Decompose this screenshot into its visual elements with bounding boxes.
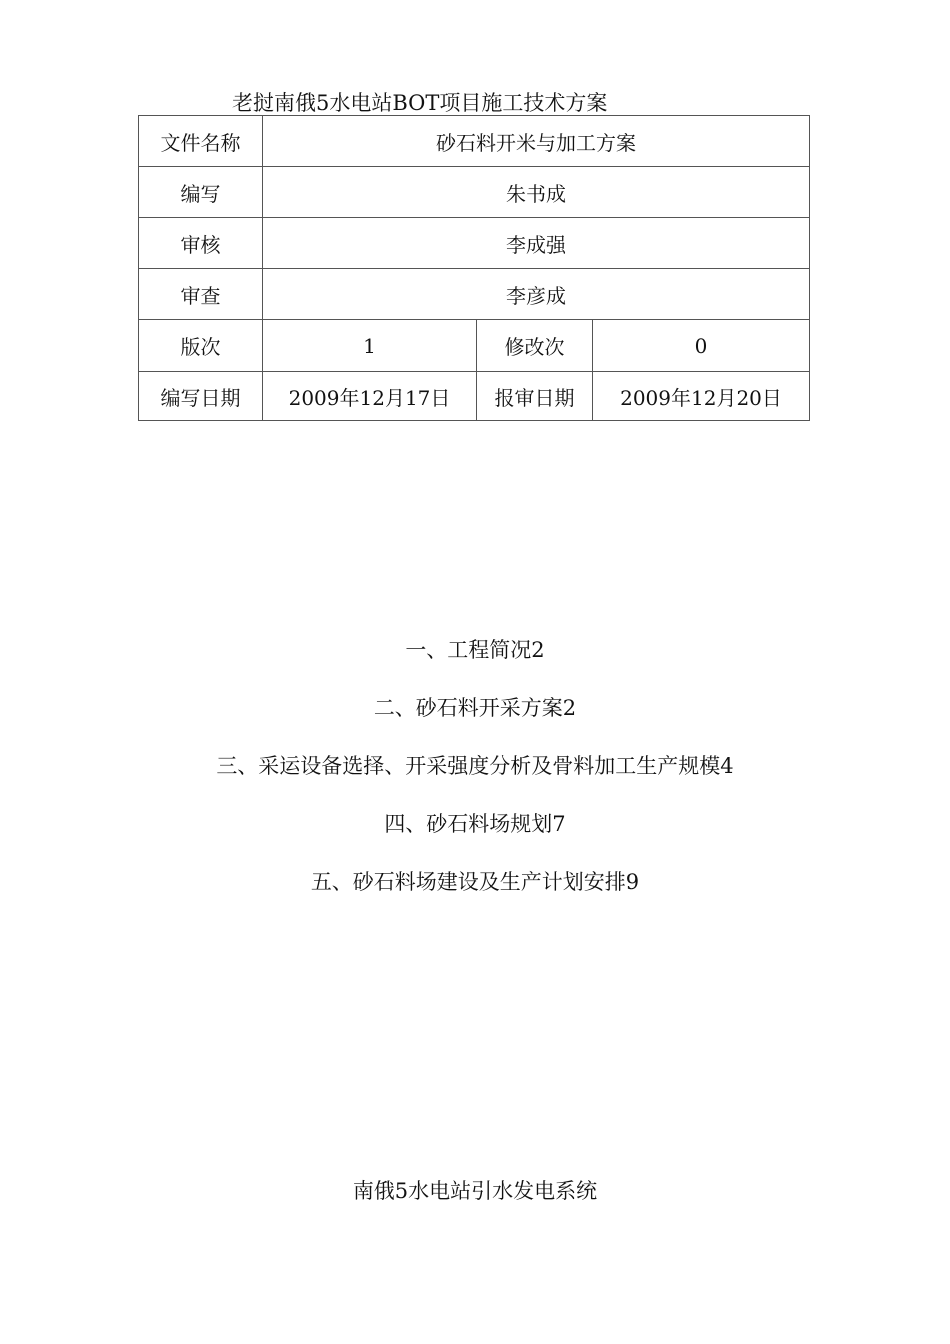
checker-value: 李彦成 [263,269,810,320]
version-label: 版次 [139,320,263,372]
write-date-value: 2009年12月17日 [263,372,477,421]
revision-label: 修改次 [477,320,593,372]
write-date-label: 编写日期 [139,372,263,421]
file-name-label: 文件名称 [139,116,263,167]
document-info-table [138,115,810,421]
reviewer-label: 审核 [139,218,263,269]
file-name-value: 砂石料开米与加工方案 [263,116,810,167]
table-row [139,218,810,269]
table-of-contents [0,630,950,920]
table-row [139,320,810,372]
document-title: 老挝南俄5水电站BOT项目施工技术方案 [232,91,608,115]
revision-value: 0 [593,320,810,372]
toc-item: 二、砂石料开采方案2 [373,696,577,720]
reviewer-value: 李成强 [263,218,810,269]
version-value: 1 [263,320,477,372]
table-row [139,167,810,218]
table-row [139,116,810,167]
table-row [139,372,810,421]
author-value: 朱书成 [263,167,810,218]
table-row [139,269,810,320]
submit-date-label: 报审日期 [477,372,593,421]
toc-item: 一、工程简况2 [405,638,545,662]
toc-item: 三、采运设备选择、开采强度分析及骨料加工生产规模4 [216,754,734,778]
submit-date-value: 2009年12月20日 [593,372,810,421]
toc-item: 五、砂石料场建设及生产计划安排9 [310,870,640,894]
toc-item: 四、砂石料场规划7 [384,812,566,836]
system-title: 南俄5水电站引水发电系统 [352,1179,598,1203]
checker-label: 审查 [139,269,263,320]
author-label: 编写 [139,167,263,218]
